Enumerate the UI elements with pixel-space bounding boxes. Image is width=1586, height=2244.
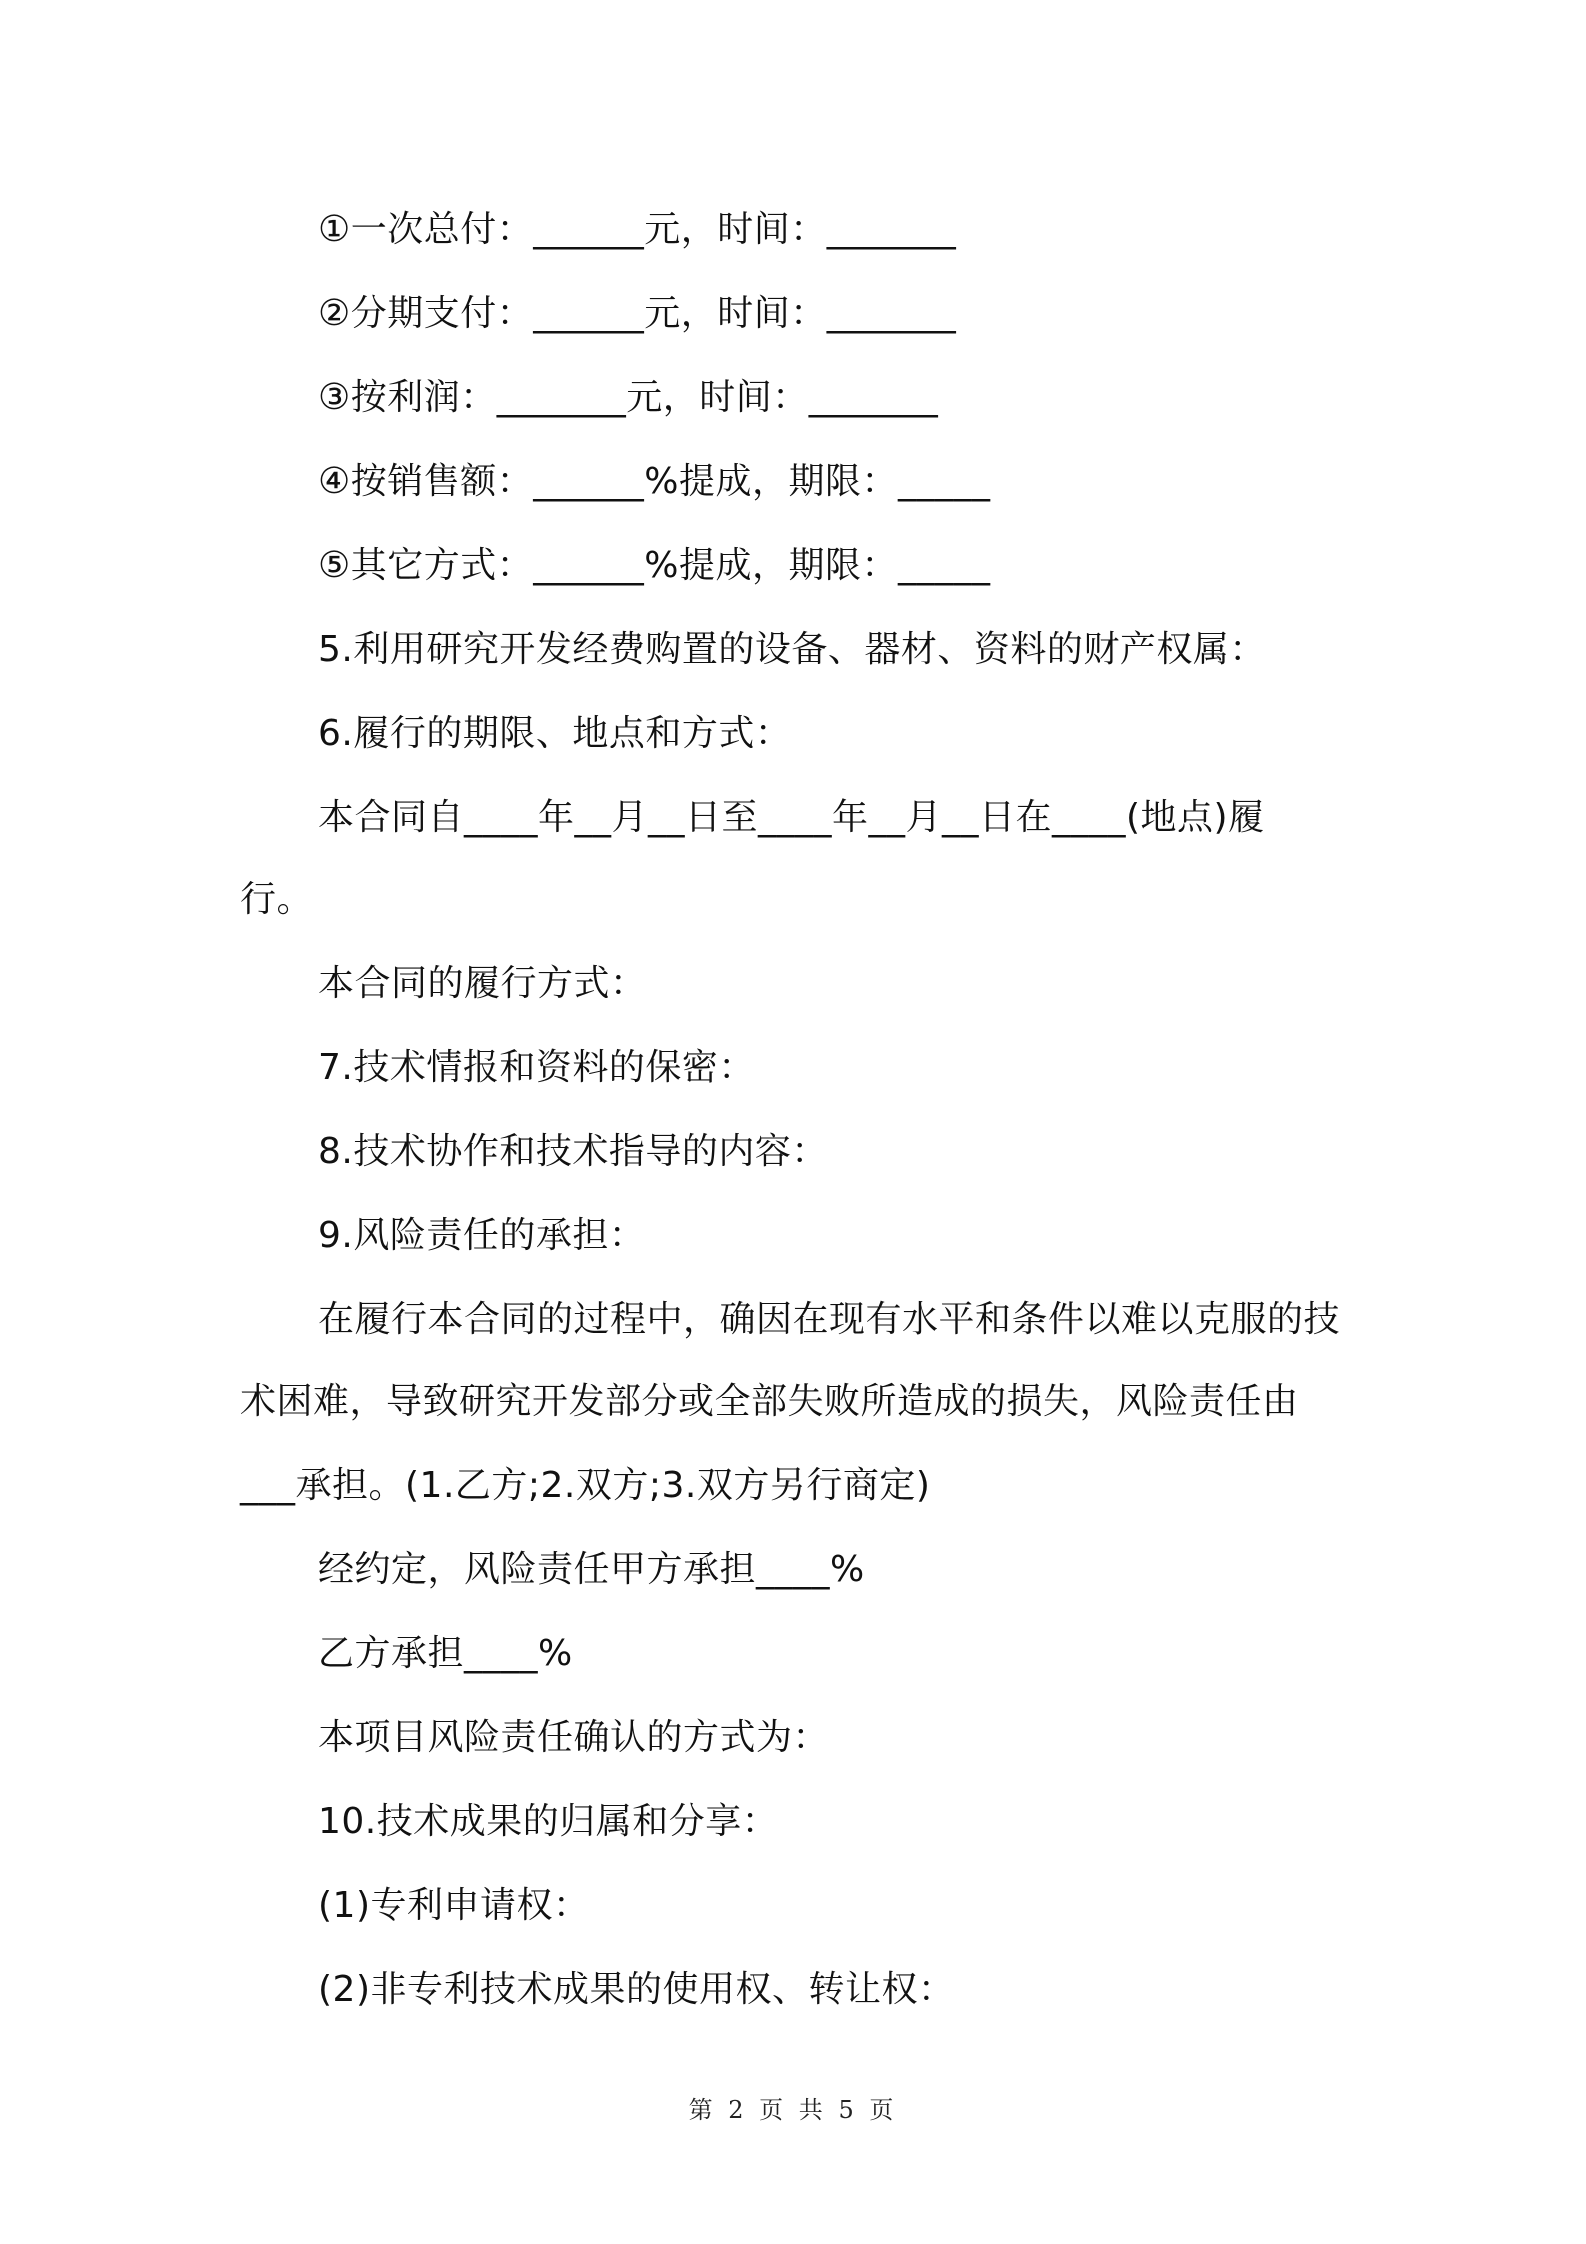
clause-7-heading: 7.技术情报和资料的保密： xyxy=(318,1047,755,1088)
clause-9-paragraph-line-2: 术困难，导致研究开发部分或全部失败所造成的损失，风险责任由 xyxy=(240,1381,1299,1422)
clause-6-period-line-1: 本合同自____年__月__日至____年__月__日在____(地点)履 xyxy=(318,797,1265,838)
clause-10-heading: 10.技术成果的归属和分享： xyxy=(318,1801,779,1842)
clause-9-paragraph-line-3: ___承担。(1.乙方;2.双方;3.双方另行商定) xyxy=(240,1465,931,1506)
clause-9-party-b-share: 乙方承担____% xyxy=(318,1633,573,1674)
clause-6-period-line-2: 行。 xyxy=(240,879,314,920)
payment-option-other: ⑤其它方式：______%提成，期限：_____ xyxy=(318,545,991,586)
page-indicator: 第 2 页 共 5 页 xyxy=(688,2096,898,2124)
clause-9-paragraph-line-1: 在履行本合同的过程中，确因在现有水平和条件以难以克服的技 xyxy=(318,1299,1341,1340)
clause-9-heading: 9.风险责任的承担： xyxy=(318,1215,646,1256)
clause-9-party-a-share: 经约定，风险责任甲方承担____% xyxy=(318,1549,865,1590)
payment-option-lump-sum: ①一次总付：______元，时间：_______ xyxy=(318,209,957,250)
clause-10-item-2: (2)非专利技术成果的使用权、转让权： xyxy=(318,1969,955,2010)
payment-option-installment: ②分期支付：______元，时间：_______ xyxy=(318,293,957,334)
clause-6-method: 本合同的履行方式： xyxy=(318,963,647,1004)
clause-9-confirm-method: 本项目风险责任确认的方式为： xyxy=(318,1717,830,1758)
clause-6-heading: 6.履行的期限、地点和方式： xyxy=(318,713,792,754)
payment-option-profit: ③按利润：_______元，时间：_______ xyxy=(318,377,939,418)
clause-5-heading: 5.利用研究开发经费购置的设备、器材、资料的财产权属： xyxy=(318,629,1266,670)
clause-8-heading: 8.技术协作和技术指导的内容： xyxy=(318,1131,828,1172)
clause-10-item-1: (1)专利申请权： xyxy=(318,1885,590,1926)
payment-option-sales: ④按销售额：______%提成，期限：_____ xyxy=(318,461,991,502)
